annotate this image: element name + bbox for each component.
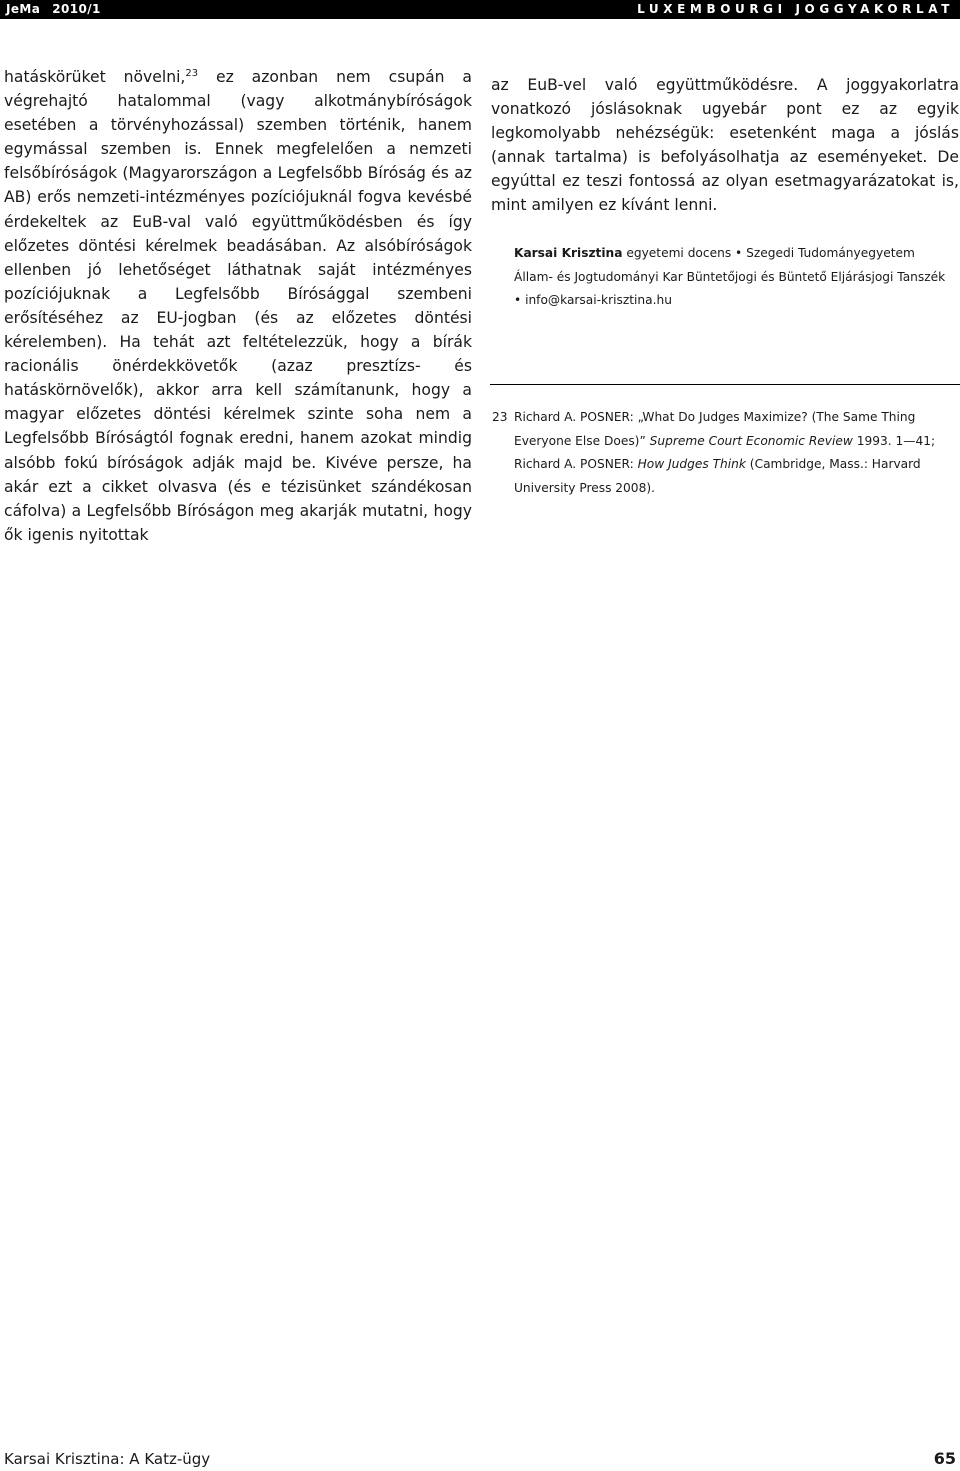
body-paragraph-right: az EuB-vel való együttműködésre. A joggyakorlatra vonatkozó jóslásoknak ugyebár pont ez az egyik legkomolyabb nehézségük: esetenként maga a jóslás (annak tartalma) is befolyásolhatja az eseményeket. De egyúttal ez teszi fontossá az olyan esetmagyarázatokat is, mint amilyen ez kívánt lenni. xyxy=(491,76,959,215)
footnote-ref: 23 xyxy=(185,68,199,79)
footnote-number: 23 xyxy=(492,410,508,424)
body-column-left xyxy=(4,65,472,547)
body-text: ez azonban nem csupán a végrehajtó hatalommal (vagy alkotmánybíróságok esetében a törvényhozással) szemben történik, hanem egymással szemben is. Ennek megfelelően a nemzeti felsőbíróságok (Magyarországon a Legfelsőbb Bíróság és az AB) erős nemzeti-intézményes pozíciójuknál fogva kevésbé érdekeltek az EuB-val való együttműködésben és így előzetes döntési kérelmek beadásában. Az alsóbíróságok ellenben jó lehetőséget láthatnak saját intézményes pozíciójuknak a Legfelsőbb Bírósággal szembeni erősítéséhez az EU-jogban (és az előzetes döntési kérelemben). Ha tehát azt feltételezzük, hogy a bírák racionális önérdekkövetők (azaz presztízs- és hatáskörnövelők), akkor arra kell számítanunk, hogy a magyar előzetes döntési kérelmek szinte soha nem a Legfelsőbb Bíróságtól fognak eredni, hanem azokat mindig alsóbb fokú bíróságok adják majd be. Kivéve persze, ha akár ezt a cikket olvasva (és e tézisünket szándékosan cáfolva) a Legfelsőbb Bíróságon meg akarják mutatni, hogy ők igenis nyitottak xyxy=(4,68,472,544)
issue-number: 2010/1 xyxy=(52,2,101,16)
body-text: hatáskörüket növelni, xyxy=(4,68,186,86)
footnote-part: 1993. 1—41; Richard A. POSNER: xyxy=(514,433,936,472)
author-name: Karsai Krisztina xyxy=(514,246,623,260)
body-column-right xyxy=(491,73,959,218)
page-header xyxy=(0,0,960,19)
footnote-part: Richard A. POSNER: „What Do Judges Maximize? (The Same Thing Everyone Else Does)” xyxy=(514,410,916,448)
footnote xyxy=(492,406,960,501)
author-details: egyetemi docens • Szegedi Tudományegyetem Állam- és Jogtudományi Kar Büntetőjogi és Büntető Eljárásjogi Tanszék • info@karsai-krisztina.hu xyxy=(514,246,946,307)
footnote-text xyxy=(514,406,960,501)
author-note xyxy=(514,242,954,313)
journal-name: JeMa xyxy=(6,2,41,16)
footnote-journal-title: Supreme Court Economic Review xyxy=(649,433,853,448)
page-number: 65 xyxy=(933,1449,956,1468)
body-paragraph-left xyxy=(4,65,472,547)
footnote-part: (Cambridge, Mass.: Harvard University Press 2008). xyxy=(514,457,921,496)
journal-info xyxy=(6,2,101,16)
footnote-book-title: How Judges Think xyxy=(637,457,746,472)
footnote-divider xyxy=(490,384,960,385)
running-title: Karsai Krisztina: A Katz-ügy xyxy=(4,1450,211,1468)
section-title: LUXEMBOURGI JOGGYAKORLAT xyxy=(637,2,954,16)
